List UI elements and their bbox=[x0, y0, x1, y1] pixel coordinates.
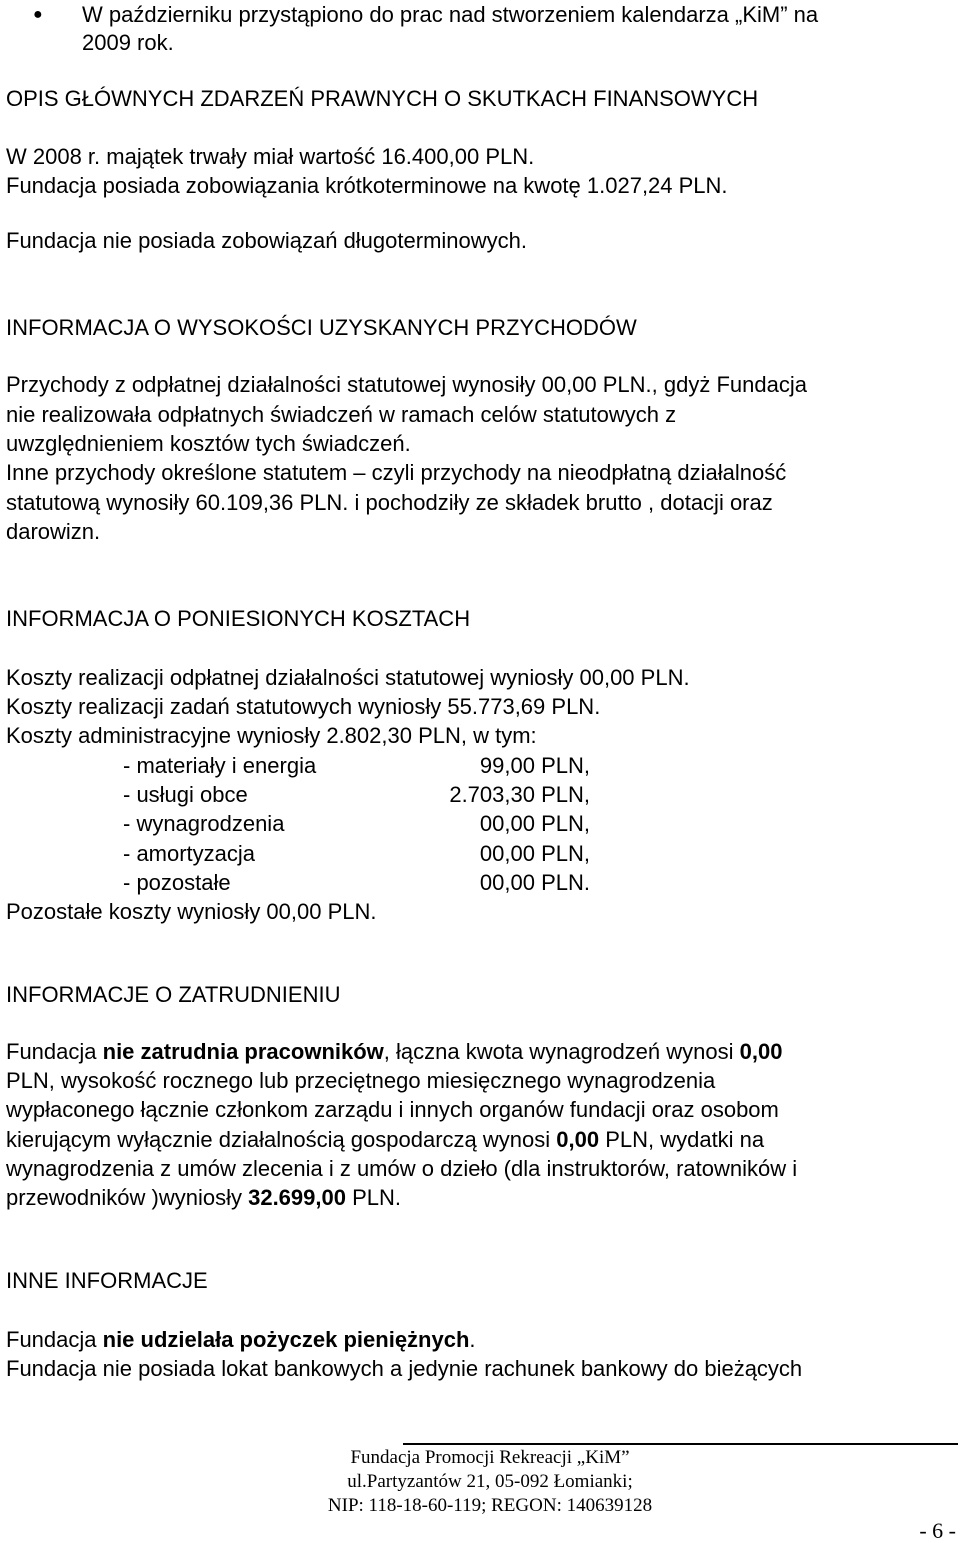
employment-line1-bold: nie zatrudnia pracowników bbox=[102, 1039, 384, 1064]
revenue-line: Inne przychody określone statutem – czyli przychody na nieodpłatną działalność bbox=[6, 460, 787, 485]
revenue-line: nie realizowała odpłatnych świadczeń w ramach celów statutowych z bbox=[6, 402, 677, 427]
page-number: - 6 - bbox=[919, 1518, 956, 1543]
other-info-line1-c: . bbox=[469, 1327, 476, 1352]
employment-line1-c: , łączna kwota wynagrodzeń wynosi bbox=[383, 1039, 740, 1064]
revenue-line: uwzględnieniem kosztów tych świadczeń. bbox=[6, 431, 411, 456]
costs-other: Pozostałe koszty wyniosły 00,00 PLN. bbox=[6, 899, 377, 924]
employment-line6-amount: 32.699,00 bbox=[248, 1185, 346, 1210]
costs-heading: INFORMACJA O PONIESIONYCH KOSZTACH bbox=[6, 606, 471, 631]
cost-item-value: 00,00 PLN. bbox=[479, 870, 590, 895]
other-info-heading: INNE INFORMACJE bbox=[6, 1268, 208, 1293]
revenue-line: Przychody z odpłatnej działalności statutowej wynosiły 00,00 PLN., gdyż Fundacja bbox=[6, 372, 807, 397]
employment-line6-a: przewodników )wyniosły bbox=[6, 1185, 249, 1210]
costs-line2: Koszty realizacji zadań statutowych wyniosły 55.773,69 PLN. bbox=[6, 694, 601, 719]
footer-tax-ids: NIP: 118-18-60-119; REGON: 140639128 bbox=[327, 1495, 653, 1516]
cost-item-label: - materiały i energia bbox=[123, 753, 317, 778]
employment-line4-amount: 0,00 bbox=[556, 1127, 600, 1152]
cost-item-label: - amortyzacja bbox=[123, 841, 256, 866]
revenue-line: statutową wynosiły 60.109,36 PLN. i pochodziły ze składek brutto , dotacji oraz bbox=[6, 490, 773, 515]
cost-item-label: - wynagrodzenia bbox=[123, 811, 285, 836]
cost-item-label: - pozostałe bbox=[123, 870, 231, 895]
footer-org-name: Fundacja Promocji Rekreacji „KiM” bbox=[350, 1447, 630, 1468]
revenue-line: darowizn. bbox=[6, 519, 101, 544]
costs-line1: Koszty realizacji odpłatnej działalności statutowej wyniosły 00,00 PLN. bbox=[6, 665, 690, 690]
other-info-line1-bold: nie udzielała pożyczek pieniężnych bbox=[102, 1327, 470, 1352]
legal-events-line1: W 2008 r. majątek trwały miał wartość 16.400,00 PLN. bbox=[6, 144, 535, 169]
cost-item-label: - usługi obce bbox=[123, 782, 248, 807]
costs-line3: Koszty administracyjne wyniosły 2.802,30 PLN, w tym: bbox=[6, 723, 537, 748]
intro-bullet-line2: 2009 rok. bbox=[82, 30, 174, 55]
other-info-line1-a: Fundacja bbox=[6, 1327, 103, 1352]
employment-line2: PLN, wysokość rocznego lub przeciętnego miesięcznego wynagrodzenia bbox=[6, 1068, 716, 1093]
cost-item-value: 00,00 PLN, bbox=[479, 811, 590, 836]
legal-events-heading: OPIS GŁÓWNYCH ZDARZEŃ PRAWNYCH O SKUTKACH FINANSOWYCH bbox=[6, 86, 759, 111]
other-info-line1 bbox=[6, 1325, 476, 1354]
employment-heading: INFORMACJE O ZATRUDNIENIU bbox=[6, 982, 341, 1007]
revenue-heading: INFORMACJA O WYSOKOŚCI UZYSKANYCH PRZYCHODÓW bbox=[6, 315, 637, 340]
employment-line3: wypłaconego łącznie członkom zarządu i innych organów fundacji oraz osobom bbox=[6, 1097, 779, 1122]
employment-line1-amount: 0,00 bbox=[739, 1039, 783, 1064]
cost-item-value: 00,00 PLN, bbox=[479, 841, 590, 866]
intro-bullet-line1: W październiku przystąpiono do prac nad stworzeniem kalendarza „KiM” na bbox=[82, 2, 819, 27]
employment-line4 bbox=[6, 1125, 764, 1154]
employment-line6 bbox=[6, 1183, 401, 1212]
bullet-icon: ● bbox=[33, 6, 43, 23]
footer-divider bbox=[403, 1443, 958, 1445]
footer-address: ul.Partyzantów 21, 05-092 Łomianki; bbox=[347, 1471, 633, 1492]
employment-line1-a: Fundacja bbox=[6, 1039, 103, 1064]
legal-events-line3: Fundacja nie posiada zobowiązań długoterminowych. bbox=[6, 228, 527, 253]
employment-line6-c: PLN. bbox=[345, 1185, 401, 1210]
employment-line4-a: kierującym wyłącznie działalnością gospodarczą wynosi bbox=[6, 1127, 557, 1152]
cost-item-value: 2.703,30 PLN, bbox=[449, 782, 590, 807]
cost-item-value: 99,00 PLN, bbox=[479, 753, 590, 778]
employment-line5: wynagrodzenia z umów zlecenia i z umów o dzieło (dla instruktorów, ratowników i bbox=[6, 1156, 798, 1181]
other-info-line2: Fundacja nie posiada lokat bankowych a jedynie rachunek bankowy do bieżących bbox=[6, 1356, 803, 1381]
employment-line4-c: PLN, wydatki na bbox=[599, 1127, 765, 1152]
employment-line1 bbox=[6, 1037, 782, 1066]
legal-events-line2: Fundacja posiada zobowiązania krótkoterminowe na kwotę 1.027,24 PLN. bbox=[6, 173, 728, 198]
